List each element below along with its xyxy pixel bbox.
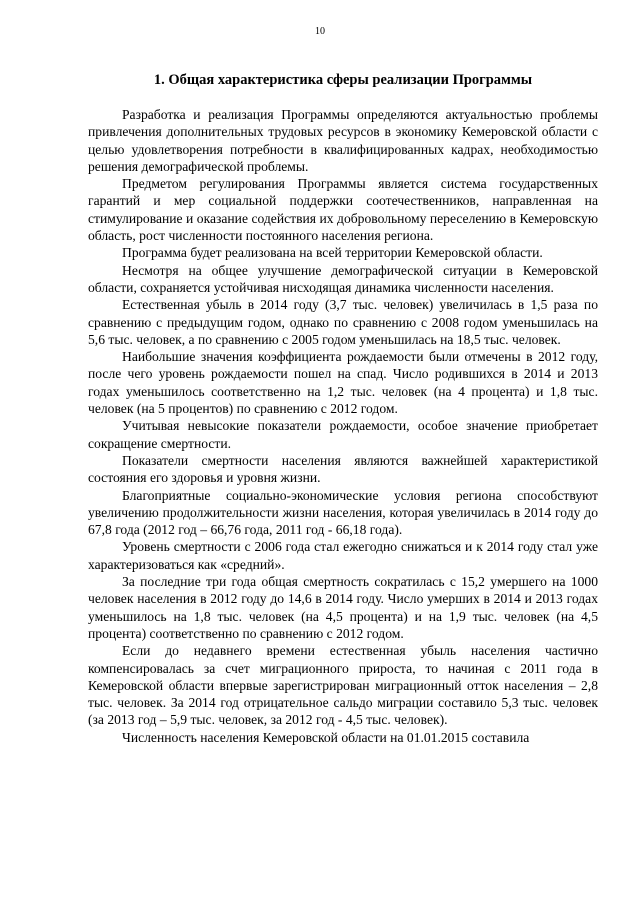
body-text (88, 106, 598, 746)
paragraph-12: Если до недавнего времени естественная убыль населения частично компенсировалась за счет миграционного прироста, то начиная с 2011 года в Кемеровской области впервые зарегистрирован миграционный отток населения – 2,8 тыс. человек. За 2014 год отрицательное сальдо миграции составило 5,3 тыс. человек (за 2013 год – 5,9 тыс. человек, за 2012 год - 4,5 тыс. человек). (88, 643, 598, 728)
paragraph-8: Показатели смертности населения являются важнейшей характеристикой состояния его здоровья и уровня жизни. (88, 452, 598, 486)
paragraph-4: Несмотря на общее улучшение демографической ситуации в Кемеровской области, сохраняется устойчивая нисходящая динамика численности населения. (88, 262, 598, 295)
paragraph-9: Благоприятные социально-экономические условия региона способствуют увеличению продолжительности жизни населения, которая увеличилась в 2014 году до 67,8 года (2012 год – 66,76 года, 2011 год - 66,18 года). (88, 487, 598, 538)
paragraph-5: Естественная убыль в 2014 году (3,7 тыс. человек) увеличилась в 1,5 раза по сравнению с предыдущим годом, однако по сравнению с 2008 годом уменьшилась на 5,6 тыс. человек, а по сравнению с 2005 годом уменьшилась на 18,5 тыс. человек. (88, 297, 598, 347)
paragraph-3: Программа будет реализована на всей территории Кемеровской области. (122, 245, 543, 261)
paragraph-13: Численность населения Кемеровской области на 01.01.2015 составила (122, 729, 530, 745)
section-heading: 1. Общая характеристика сферы реализации Программы (153, 72, 533, 88)
paragraph-7: Учитывая невысокие показатели рождаемости, особое значение приобретает сокращение смертности. (88, 418, 598, 451)
paragraph-11: За последние три года общая смертность сократилась с 15,2 умершего на 1000 человек населения в 2012 году до 14,6 в 2014 году. Число умерших в 2014 и 2013 годах уменьшилось на 1,8 тыс. человек (на 4,5 процента) и на 1,9 тыс. человек (на 4,5 процента) соответственно по сравнению с 2012 годом. (88, 574, 598, 641)
paragraph-6: Наибольшие значения коэффициента рождаемости были отмечены в 2012 году, после чего уровень рождаемости пошел на спад. Число родившихся в 2014 и 2013 годах уменьшилось соответственно на 1,2 тыс. человек (на 4 процента) и 1,8 тыс. человек (на 5 процентов) по сравнению с 2012 годом. (88, 349, 598, 417)
paragraph-1: Разработка и реализация Программы определяются актуальностью проблемы привлечения дополнительных трудовых ресурсов в экономику Кемеровской области с целью удовлетворения потребности в квалифицированных кадрах, необходимостью решения демографической проблемы. (88, 107, 598, 174)
paragraph-10: Уровень смертности с 2006 года стал ежегодно снижаться и к 2014 году стал уже характеризоваться как «средний». (88, 539, 598, 572)
paragraph-2: Предметом регулирования Программы является система государственных гарантий и мер социальной поддержки соотечественников, направленная на стимулирование и оказание содействия их добровольному переселению в Кемеровскую область, рост численности постоянного населения региона. (88, 176, 598, 244)
page-number: 10 (315, 26, 325, 37)
